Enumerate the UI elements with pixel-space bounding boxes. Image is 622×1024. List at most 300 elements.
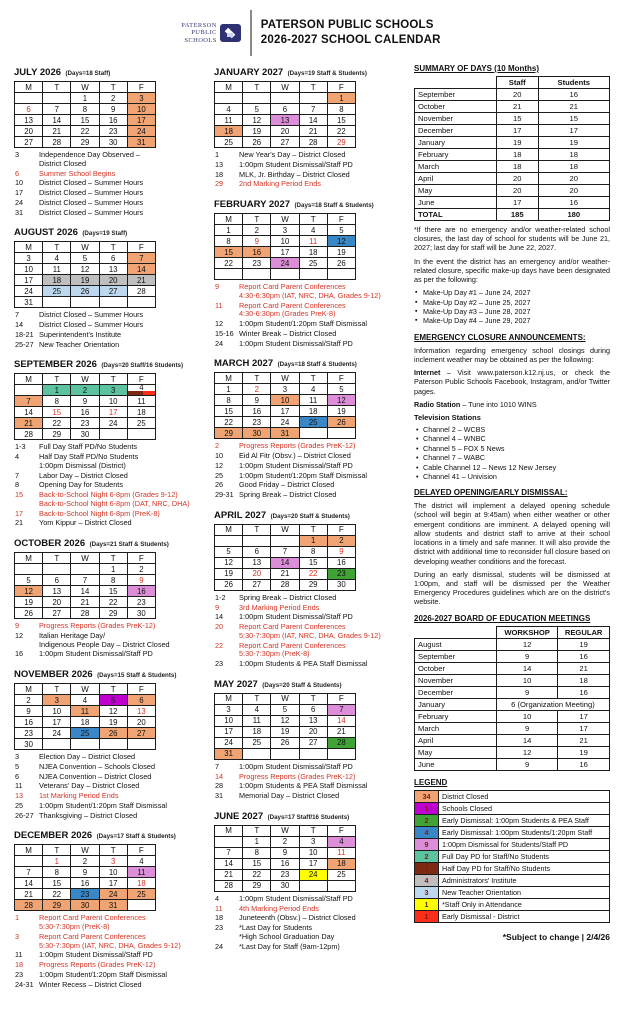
calendar-note [14, 331, 202, 340]
day-cell: 3 [99, 385, 127, 396]
note-day: 18-21 [15, 329, 34, 339]
day-cell: 25 [243, 737, 271, 748]
day-cell: 5 [71, 253, 99, 264]
weekday-header: M [215, 825, 243, 836]
legend-color-swatch: 4 [415, 826, 439, 838]
board-workshop-cell: 14 [496, 662, 557, 674]
calendar-week-row [215, 726, 356, 737]
calendar-note [14, 650, 202, 659]
board-col-header: WORKSHOP [496, 626, 557, 638]
board-regular-cell: 17 [558, 710, 610, 722]
note-line: Spring Break – District Closed [239, 490, 337, 499]
note-line: Winter Recess – District Closed [39, 979, 142, 989]
month-september-2026 [14, 354, 202, 528]
calendar-week-row [215, 737, 356, 748]
day-cell: 21 [15, 418, 43, 429]
calendar-note [14, 481, 202, 490]
calendar-note [214, 340, 402, 349]
day-cell [127, 900, 155, 911]
month-days-count: (Days=20 Staff & Students) [262, 681, 342, 689]
weekday-header: W [71, 553, 99, 564]
calendar-note [214, 302, 402, 320]
day-cell: 3 [43, 695, 71, 706]
day-cell: 24 [215, 737, 243, 748]
makeup-day-item: ▪ Make-Up Day #4 – June 29, 2027 [414, 316, 610, 325]
day-cell: 28 [327, 737, 355, 748]
note-day: 15 [15, 490, 24, 499]
calendar-grid-october-2026 [14, 552, 156, 619]
summary-students-cell: 16 [538, 197, 609, 209]
note-day: 1-2 [215, 592, 226, 602]
day-cell: 19 [15, 597, 43, 608]
summary-students-cell: 19 [538, 137, 609, 149]
day-cell: 7 [327, 704, 355, 715]
weekday-header: W [271, 524, 299, 535]
day-cell: 19 [215, 568, 243, 579]
day-cell: 20 [243, 568, 271, 579]
day-cell [243, 269, 271, 280]
day-cell: 11 [299, 395, 327, 406]
day-cell: 12 [215, 557, 243, 568]
tv-channel-item: • Channel 2 – WCBS [414, 425, 610, 434]
day-cell: 18 [43, 275, 71, 286]
day-cell: 23 [127, 597, 155, 608]
day-cell: 26 [243, 137, 271, 148]
note-day: 12 [215, 319, 224, 328]
note-line: Report Card Parent Conferences [239, 640, 346, 650]
board-month-cell: June [415, 758, 497, 770]
calendar-note [14, 321, 202, 330]
calendar-note [214, 660, 402, 669]
day-cell: 10 [271, 395, 299, 406]
note-text [239, 481, 402, 490]
day-cell: 13 [99, 264, 127, 275]
day-cell: 13 [299, 715, 327, 726]
month-name: APRIL 2027 [214, 509, 267, 521]
note-day: 8 [15, 480, 20, 490]
calendar-week-row [215, 384, 356, 395]
day-cell: 7 [71, 575, 99, 586]
logo-line-2: PUBLIC [191, 29, 217, 37]
weekday-header: W [271, 825, 299, 836]
board-regular-cell: 16 [558, 686, 610, 698]
note-line: Veterans' Day – District Closed [39, 781, 140, 791]
weekday-header-row [215, 524, 356, 535]
day-cell: 13 [271, 115, 299, 126]
note-day: 14 [15, 320, 24, 329]
board-workshop-cell: 10 [496, 710, 557, 722]
note-text [239, 302, 402, 320]
legend-row [415, 814, 610, 826]
day-cell: 8 [43, 396, 71, 407]
note-text [39, 763, 202, 772]
internet-info [414, 368, 610, 396]
day-cell: 10 [43, 706, 71, 717]
summary-row [415, 161, 610, 173]
weekday-header: T [299, 825, 327, 836]
header-divider [250, 10, 252, 56]
day-cell: 16 [15, 717, 43, 728]
day-cell: 18 [243, 726, 271, 737]
day-cell: 30 [99, 137, 127, 148]
summary-staff-cell: 18 [496, 161, 538, 173]
board-row [415, 686, 610, 698]
internet-text: – Visit www.paterson.k12.nj.us, or check the Paterson Public Schools Facebook, Instagram, and/or Twitter pages. [414, 368, 610, 396]
day-cell: 8 [215, 236, 243, 247]
month-name: OCTOBER 2026 [14, 538, 86, 549]
summary-row [415, 125, 610, 137]
summary-month-cell: December [415, 125, 497, 137]
note-text [239, 462, 402, 471]
note-line: Memorial Day – District Closed [239, 791, 340, 800]
note-day: 23 [15, 969, 24, 979]
calendar-note [214, 613, 402, 622]
note-day: 13 [215, 159, 224, 169]
note-text [39, 773, 202, 782]
note-line: 1:00pm Student/1:20pm Staff Dismissal [39, 800, 168, 810]
calendar-note [214, 642, 402, 660]
calendar-body [0, 60, 622, 994]
summary-staff-cell: 21 [496, 101, 538, 113]
weekday-header: T [299, 373, 327, 384]
board-meetings-table [414, 626, 610, 771]
day-cell: 26 [71, 286, 99, 297]
note-text [39, 510, 202, 519]
day-cell: 16 [71, 878, 99, 889]
day-cell [15, 564, 43, 575]
calendar-note [14, 763, 202, 772]
weekday-header: W [271, 82, 299, 93]
note-text [239, 914, 402, 923]
note-day: 31 [215, 791, 224, 800]
calendar-note [214, 151, 402, 160]
note-text [39, 481, 202, 490]
day-cell: 5 [215, 546, 243, 557]
day-cell: 22 [215, 417, 243, 428]
day-cell: 26 [99, 728, 127, 739]
board-month-cell: September [415, 650, 497, 662]
board-regular-cell: 16 [558, 650, 610, 662]
legend-label: Schools Closed [439, 802, 610, 814]
weekday-header: M [15, 845, 43, 856]
weekday-header: T [299, 214, 327, 225]
calendar-note [14, 491, 202, 509]
summary-month-cell: October [415, 101, 497, 113]
note-line: NJEA Convention – District Closed [39, 771, 152, 781]
board-month-cell: November [415, 674, 497, 686]
tv-channel-item: • Cable Channel 12 – News 12 New Jersey [414, 463, 610, 472]
month-notes [214, 283, 402, 348]
tv-stations-heading: Television Stations [414, 413, 481, 423]
note-day: 4 [15, 452, 20, 461]
note-line: 1:00pm Student Dismissal/Staff PD [39, 950, 153, 960]
footer-note: *Subject to change | 2/4/26 [502, 931, 610, 942]
day-cell: 8 [243, 847, 271, 858]
makeup-day-item: ▪ Make-Up Day #3 – June 28, 2027 [414, 307, 610, 316]
day-cell: 19 [71, 275, 99, 286]
summary-month-cell: June [415, 197, 497, 209]
calendar-week-row [15, 286, 156, 297]
calendar-note [214, 763, 402, 772]
day-cell: 7 [15, 396, 43, 407]
calendar-week-row [15, 900, 156, 911]
calendar-week-row [15, 867, 156, 878]
note-text [39, 519, 202, 528]
day-cell: 26 [271, 737, 299, 748]
month-title [14, 222, 202, 240]
summary-staff-cell: 20 [496, 185, 538, 197]
day-cell: 21 [299, 126, 327, 137]
summary-row [415, 197, 610, 209]
calendar-week-row [15, 878, 156, 889]
weekday-header: F [127, 553, 155, 564]
note-line: 5:30-7:30pm (IAT, NRC, DHA, Grades 9-12) [239, 630, 381, 640]
district-logo [181, 22, 240, 44]
calendar-week-row [215, 225, 356, 236]
note-line: NJEA Convention – Schools Closed [39, 761, 156, 771]
board-month-cell: February [415, 710, 497, 722]
day-cell [43, 739, 71, 750]
calendar-note [214, 895, 402, 904]
calendar-grid-june-2027 [214, 825, 356, 892]
note-line: District Closed [39, 158, 87, 168]
day-cell: 12 [327, 395, 355, 406]
summary-month-cell: November [415, 113, 497, 125]
graduation-cap-icon [220, 24, 241, 42]
note-line: Election Day – District Closed [39, 752, 136, 761]
weekday-header: M [215, 373, 243, 384]
legend-row [415, 886, 610, 898]
calendar-week-row [15, 575, 156, 586]
note-text [239, 782, 402, 791]
summary-row [415, 101, 610, 113]
calendar-week-row [15, 564, 156, 575]
legend-row [415, 898, 610, 910]
day-cell: 17 [15, 275, 43, 286]
day-cell: 1 [215, 225, 243, 236]
calendar-week-row [215, 258, 356, 269]
board-row [415, 758, 610, 770]
note-line: 1:00pm Student/1:20pm Staff Dismissal [239, 470, 368, 480]
day-cell: 21 [71, 597, 99, 608]
month-name: AUGUST 2026 [14, 227, 78, 239]
note-day: 21 [15, 518, 24, 528]
day-cell: 29 [43, 429, 71, 440]
board-month-cell: March [415, 722, 497, 734]
day-cell [327, 269, 355, 280]
day-cell: 15 [43, 878, 71, 889]
day-cell: 27 [127, 728, 155, 739]
day-cell [43, 93, 71, 104]
month-notes [14, 443, 202, 528]
weekday-header-row [215, 82, 356, 93]
day-cell: 4 [127, 385, 155, 396]
day-cell [215, 269, 243, 280]
day-cell [15, 93, 43, 104]
board-regular-cell: 18 [558, 674, 610, 686]
summary-students-cell: 17 [538, 125, 609, 137]
note-line: Full Day Staff PD/No Students [39, 442, 138, 452]
summary-staff-cell: 20 [496, 173, 538, 185]
calendar-note [14, 453, 202, 471]
day-cell: 10 [127, 104, 155, 115]
note-line: 4:30-6:30pm (Grades PreK-8) [239, 309, 336, 319]
note-text [39, 622, 202, 631]
day-cell [127, 297, 155, 308]
note-day: 20 [215, 622, 224, 631]
note-line: Juneteenth (Obsv.) – District Closed [239, 913, 356, 923]
day-cell: 10 [99, 867, 127, 878]
legend-color-swatch: 1 [415, 862, 439, 874]
calendar-week-row [215, 880, 356, 891]
note-text [39, 802, 202, 811]
summary-total-students: 180 [538, 209, 609, 221]
day-cell [43, 564, 71, 575]
note-line: Back-to-School Night 6-8pm (PreK-8) [39, 508, 160, 518]
day-cell: 19 [271, 726, 299, 737]
day-cell [99, 739, 127, 750]
board-workshop-cell: 10 [496, 674, 557, 686]
note-day: 13 [15, 791, 24, 800]
weekday-header-row [15, 242, 156, 253]
radio-label: Radio Station [414, 399, 461, 409]
legend-color-swatch: 3 [415, 886, 439, 898]
calendar-week-row [215, 704, 356, 715]
legend-row [415, 862, 610, 874]
board-heading: 2026-2027 BOARD OF EDUCATION MEETINGS [414, 613, 591, 623]
note-text [39, 443, 202, 452]
day-cell: 25 [71, 728, 99, 739]
note-line: Progress Reports (Grades PreK-12) [39, 960, 156, 969]
month-may-2027 [214, 674, 402, 801]
day-cell [299, 880, 327, 891]
weekday-header: T [99, 82, 127, 93]
calendar-week-row [15, 275, 156, 286]
summary-row [415, 173, 610, 185]
calendar-note [14, 622, 202, 631]
day-cell: 25 [127, 418, 155, 429]
day-cell: 2 [243, 384, 271, 395]
calendar-week-row [15, 137, 156, 148]
month-name: NOVEMBER 2026 [14, 669, 93, 680]
calendar-grid-january-2027 [214, 81, 356, 148]
calendar-note [14, 472, 202, 481]
legend-color-swatch: 34 [415, 790, 439, 802]
note-day: 1-3 [15, 442, 26, 452]
weekday-header-row [15, 684, 156, 695]
calendar-note [14, 971, 202, 980]
calendar-week-row [15, 586, 156, 597]
month-april-2027 [214, 505, 402, 669]
board-header-row [415, 626, 610, 638]
day-cell: 11 [215, 115, 243, 126]
note-day: 17 [15, 188, 24, 197]
day-cell: 11 [43, 264, 71, 275]
summary-total-label: TOTAL [415, 209, 497, 221]
tv-channel-item: • Channel 41 – Univision [414, 472, 610, 481]
note-text [239, 452, 402, 461]
day-cell: 26 [15, 608, 43, 619]
calendar-note [14, 933, 202, 951]
day-cell [215, 836, 243, 847]
calendar-note [214, 914, 402, 923]
day-cell: 31 [15, 297, 43, 308]
day-cell: 4 [327, 836, 355, 847]
note-day: 29 [215, 179, 224, 189]
note-text [39, 321, 202, 330]
day-cell: 26 [327, 258, 355, 269]
day-cell: 20 [127, 717, 155, 728]
calendar-grid-december-2026 [14, 844, 156, 911]
day-cell: 18 [127, 407, 155, 418]
note-day: 23 [215, 923, 224, 932]
note-line: 1:00pm Student Dismissal/Staff PD [239, 612, 353, 622]
note-line: 1:00pm Student Dismissal/Staff PD [239, 460, 353, 470]
day-cell: 15 [215, 247, 243, 258]
weekday-header: F [127, 374, 155, 385]
calendar-note [14, 209, 202, 218]
month-days-count: (Days=20 Staff & Students) [270, 512, 350, 520]
weekday-header: F [327, 214, 355, 225]
note-day: 10 [215, 451, 224, 460]
day-cell: 22 [243, 869, 271, 880]
day-cell: 14 [299, 115, 327, 126]
day-cell: 28 [43, 137, 71, 148]
day-cell: 16 [127, 586, 155, 597]
calendar-note [214, 161, 402, 170]
weekday-header: W [71, 374, 99, 385]
day-cell: 2 [271, 836, 299, 847]
note-line: 1:00pm Students & PEA Staff Dismissal [239, 781, 368, 791]
day-cell: 9 [271, 847, 299, 858]
note-text [39, 311, 202, 320]
weekday-header: W [71, 845, 99, 856]
summary-month-cell: February [415, 149, 497, 161]
calendar-week-row [215, 395, 356, 406]
day-cell: 31 [215, 748, 243, 759]
note-text [239, 905, 402, 914]
note-line: Report Card Parent Conferences [239, 300, 346, 310]
summary-students-cell: 20 [538, 185, 609, 197]
weekday-header: M [15, 374, 43, 385]
day-cell: 23 [71, 418, 99, 429]
day-cell: 17 [215, 726, 243, 737]
note-text [239, 623, 402, 641]
day-cell: 14 [215, 858, 243, 869]
weekday-header: T [99, 242, 127, 253]
month-march-2027 [214, 353, 402, 500]
note-text [239, 660, 402, 669]
note-day: 31 [15, 207, 24, 217]
board-month-cell: May [415, 746, 497, 758]
weekday-header-row [15, 82, 156, 93]
month-notes [14, 311, 202, 349]
calendar-week-row [15, 253, 156, 264]
day-cell: 2 [127, 564, 155, 575]
note-text [239, 442, 402, 451]
day-cell: 21 [215, 869, 243, 880]
legend-color-swatch: 9 [415, 838, 439, 850]
weekday-header: T [243, 825, 271, 836]
day-cell: 3 [127, 93, 155, 104]
day-cell: 3 [271, 384, 299, 395]
note-day: 9 [215, 282, 220, 291]
weekday-header: M [215, 524, 243, 535]
calendar-note [14, 914, 202, 932]
calendar-note [214, 905, 402, 914]
calendar-note [214, 491, 402, 500]
day-cell: 24 [43, 728, 71, 739]
